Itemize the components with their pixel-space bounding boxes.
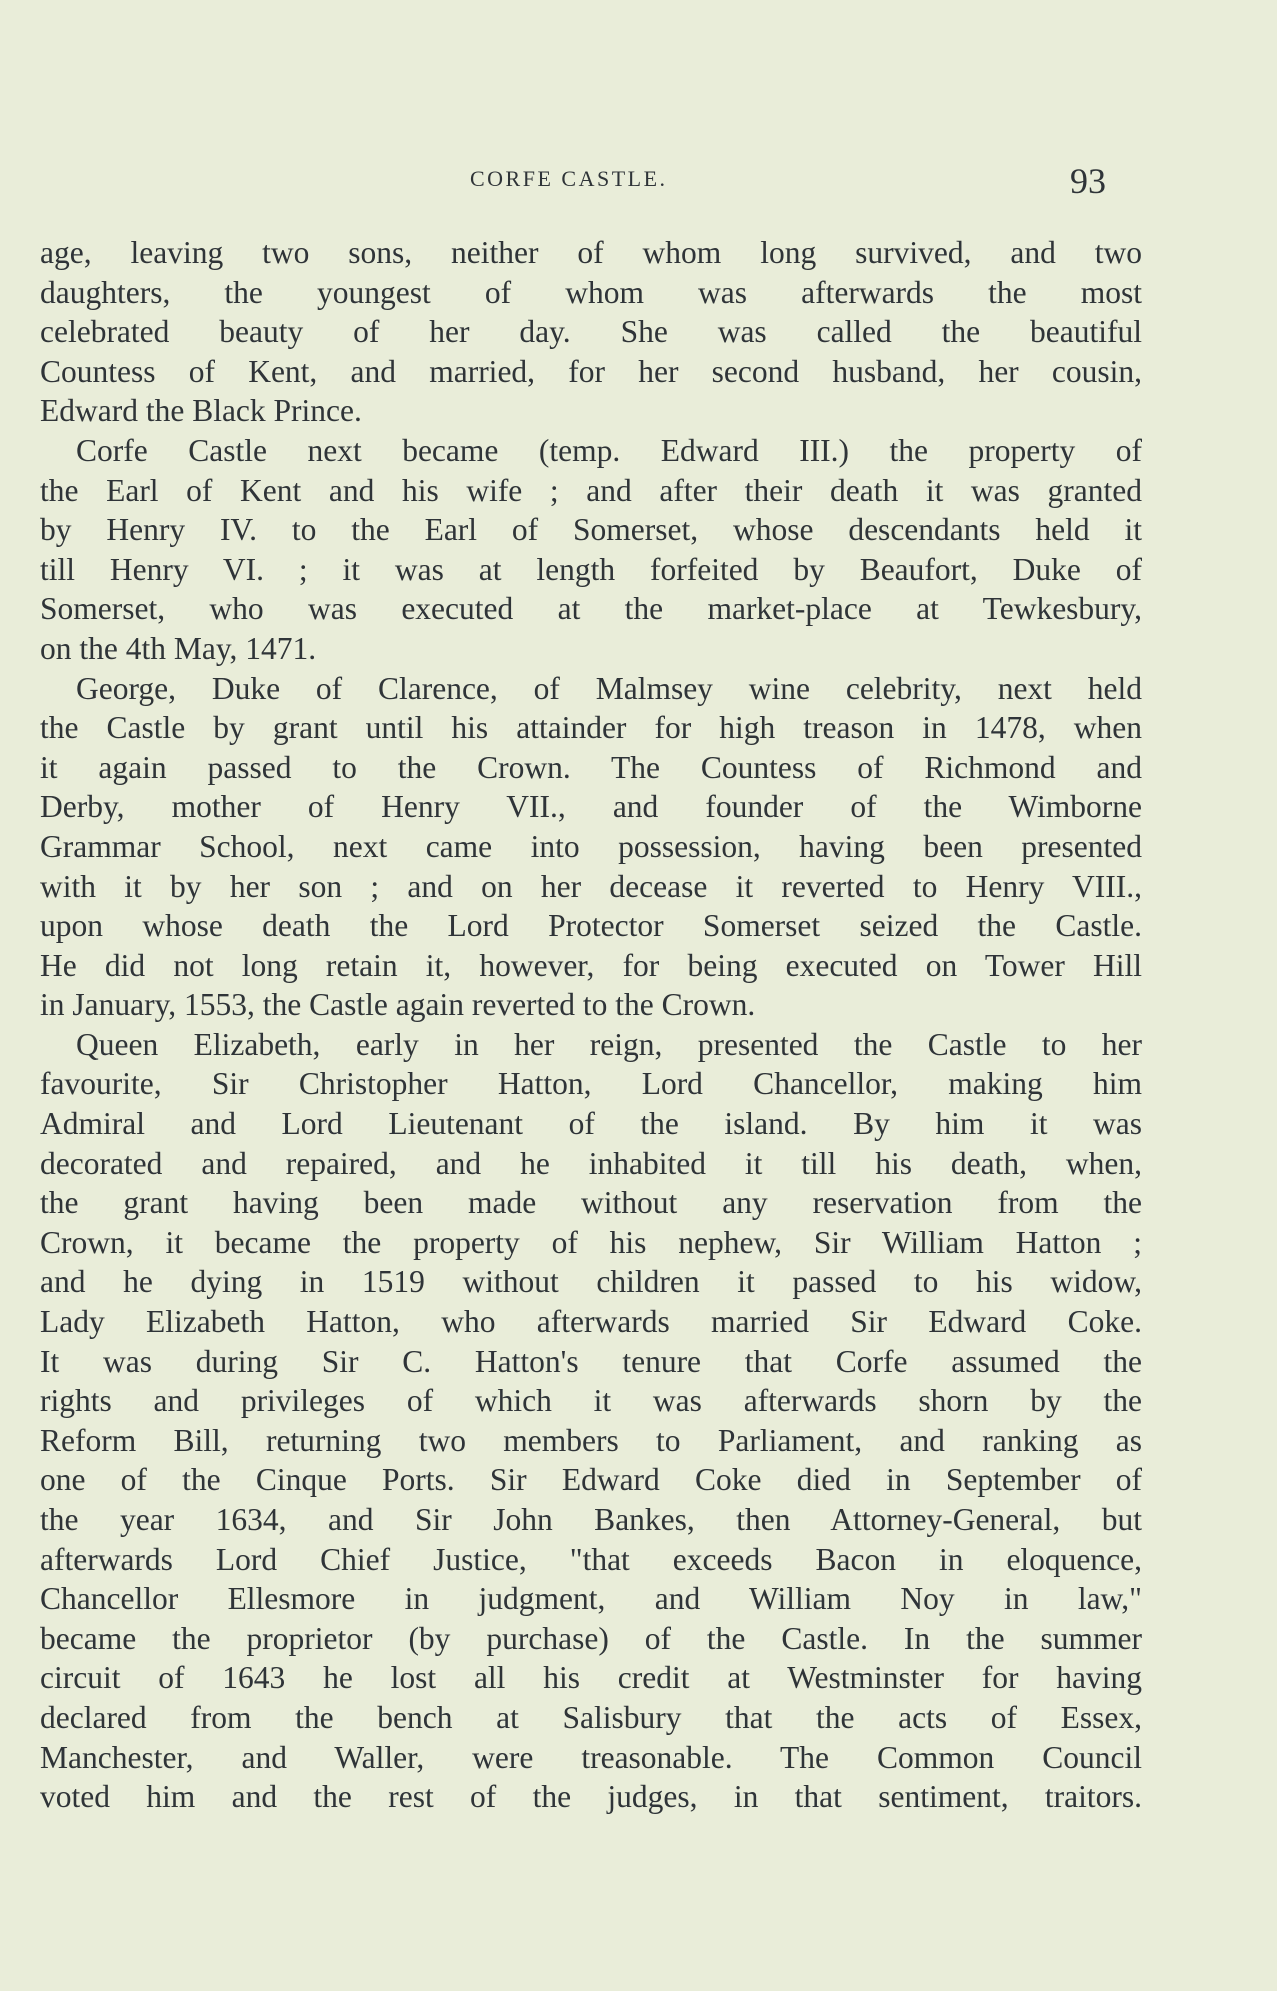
text-line: He did not long retain it, however, for being executed on Tower Hill bbox=[40, 947, 1142, 983]
text-line: upon whose death the Lord Protector Somerset seized the Castle. bbox=[40, 908, 1142, 944]
text-line: Crown, it became the property of his nephew, Sir William Hatton ; bbox=[40, 1224, 1142, 1260]
text-line: daughters, the youngest of whom was afterwards the most bbox=[40, 274, 1142, 310]
text-line: Chancellor Ellesmore in judgment, and William Noy in law," bbox=[40, 1581, 1142, 1617]
text-line: Manchester, and Waller, were treasonable. The Common Council bbox=[40, 1739, 1142, 1775]
text-line: by Henry IV. to the Earl of Somerset, whose descendants held it bbox=[40, 512, 1142, 548]
text-line: on the 4th May, 1471. bbox=[40, 630, 317, 666]
text-line: voted him and the rest of the judges, in that sentiment, traitors. bbox=[40, 1779, 1142, 1815]
page-number: 93 bbox=[1070, 161, 1106, 201]
text-line: and he dying in 1519 without children it passed to his widow, bbox=[40, 1264, 1142, 1300]
running-head bbox=[40, 160, 1140, 200]
text-line: rights and privileges of which it was afterwards shorn by the bbox=[40, 1383, 1142, 1419]
text-line: celebrated beauty of her day. She was called the beautiful bbox=[40, 314, 1142, 350]
text-line: it again passed to the Crown. The Countess of Richmond and bbox=[40, 749, 1142, 785]
text-line: afterwards Lord Chief Justice, "that exceeds Bacon in eloquence, bbox=[40, 1541, 1142, 1577]
text-line: George, Duke of Clarence, of Malmsey wine celebrity, next held bbox=[76, 670, 1142, 706]
text-line: Countess of Kent, and married, for her second husband, her cousin, bbox=[40, 353, 1142, 389]
text-line: with it by her son ; and on her decease it reverted to Henry VIII., bbox=[40, 868, 1142, 904]
text-line: Reform Bill, returning two members to Parliament, and ranking as bbox=[40, 1422, 1142, 1458]
text-line: Corfe Castle next became (temp. Edward III.) the property of bbox=[76, 432, 1142, 468]
text-line: Grammar School, next came into possession, having been presented bbox=[40, 828, 1142, 864]
text-line: one of the Cinque Ports. Sir Edward Coke died in September of bbox=[40, 1462, 1142, 1498]
text-line: became the proprietor (by purchase) of the Castle. In the summer bbox=[40, 1620, 1142, 1656]
text-line: Somerset, who was executed at the market-place at Tewkesbury, bbox=[40, 591, 1142, 627]
text-line: Edward the Black Prince. bbox=[40, 393, 362, 429]
text-line: Admiral and Lord Lieutenant of the island. By him it was bbox=[40, 1106, 1142, 1142]
text-line: in January, 1553, the Castle again reverted to the Crown. bbox=[40, 987, 756, 1023]
text-line: Derby, mother of Henry VII., and founder of the Wimborne bbox=[40, 789, 1142, 825]
text-line: decorated and repaired, and he inhabited it till his death, when, bbox=[40, 1145, 1142, 1181]
text-line: Lady Elizabeth Hatton, who afterwards married Sir Edward Coke. bbox=[40, 1304, 1142, 1340]
text-line: favourite, Sir Christopher Hatton, Lord Chancellor, making him bbox=[40, 1066, 1142, 1102]
text-line: It was during Sir C. Hatton's tenure that Corfe assumed the bbox=[40, 1343, 1142, 1379]
text-line: age, leaving two sons, neither of whom long survived, and two bbox=[40, 235, 1142, 270]
text-line: declared from the bench at Salisbury that the acts of Essex, bbox=[40, 1699, 1142, 1735]
body-text bbox=[40, 233, 1142, 1817]
text-line: the grant having been made without any reservation from the bbox=[40, 1185, 1142, 1221]
text-line: circuit of 1643 he lost all his credit at Westminster for having bbox=[40, 1660, 1142, 1696]
text-line: the year 1634, and Sir John Bankes, then Attorney-General, but bbox=[40, 1502, 1142, 1537]
text-line: till Henry VI. ; it was at length forfeited by Beaufort, Duke of bbox=[40, 551, 1142, 587]
text-line: the Earl of Kent and his wife ; and after their death it was granted bbox=[40, 472, 1142, 508]
text-line: Queen Elizabeth, early in her reign, presented the Castle to her bbox=[76, 1026, 1142, 1062]
text-line: the Castle by grant until his attainder for high treason in 1478, when bbox=[40, 710, 1142, 746]
running-title: CORFE CASTLE. bbox=[470, 166, 668, 191]
